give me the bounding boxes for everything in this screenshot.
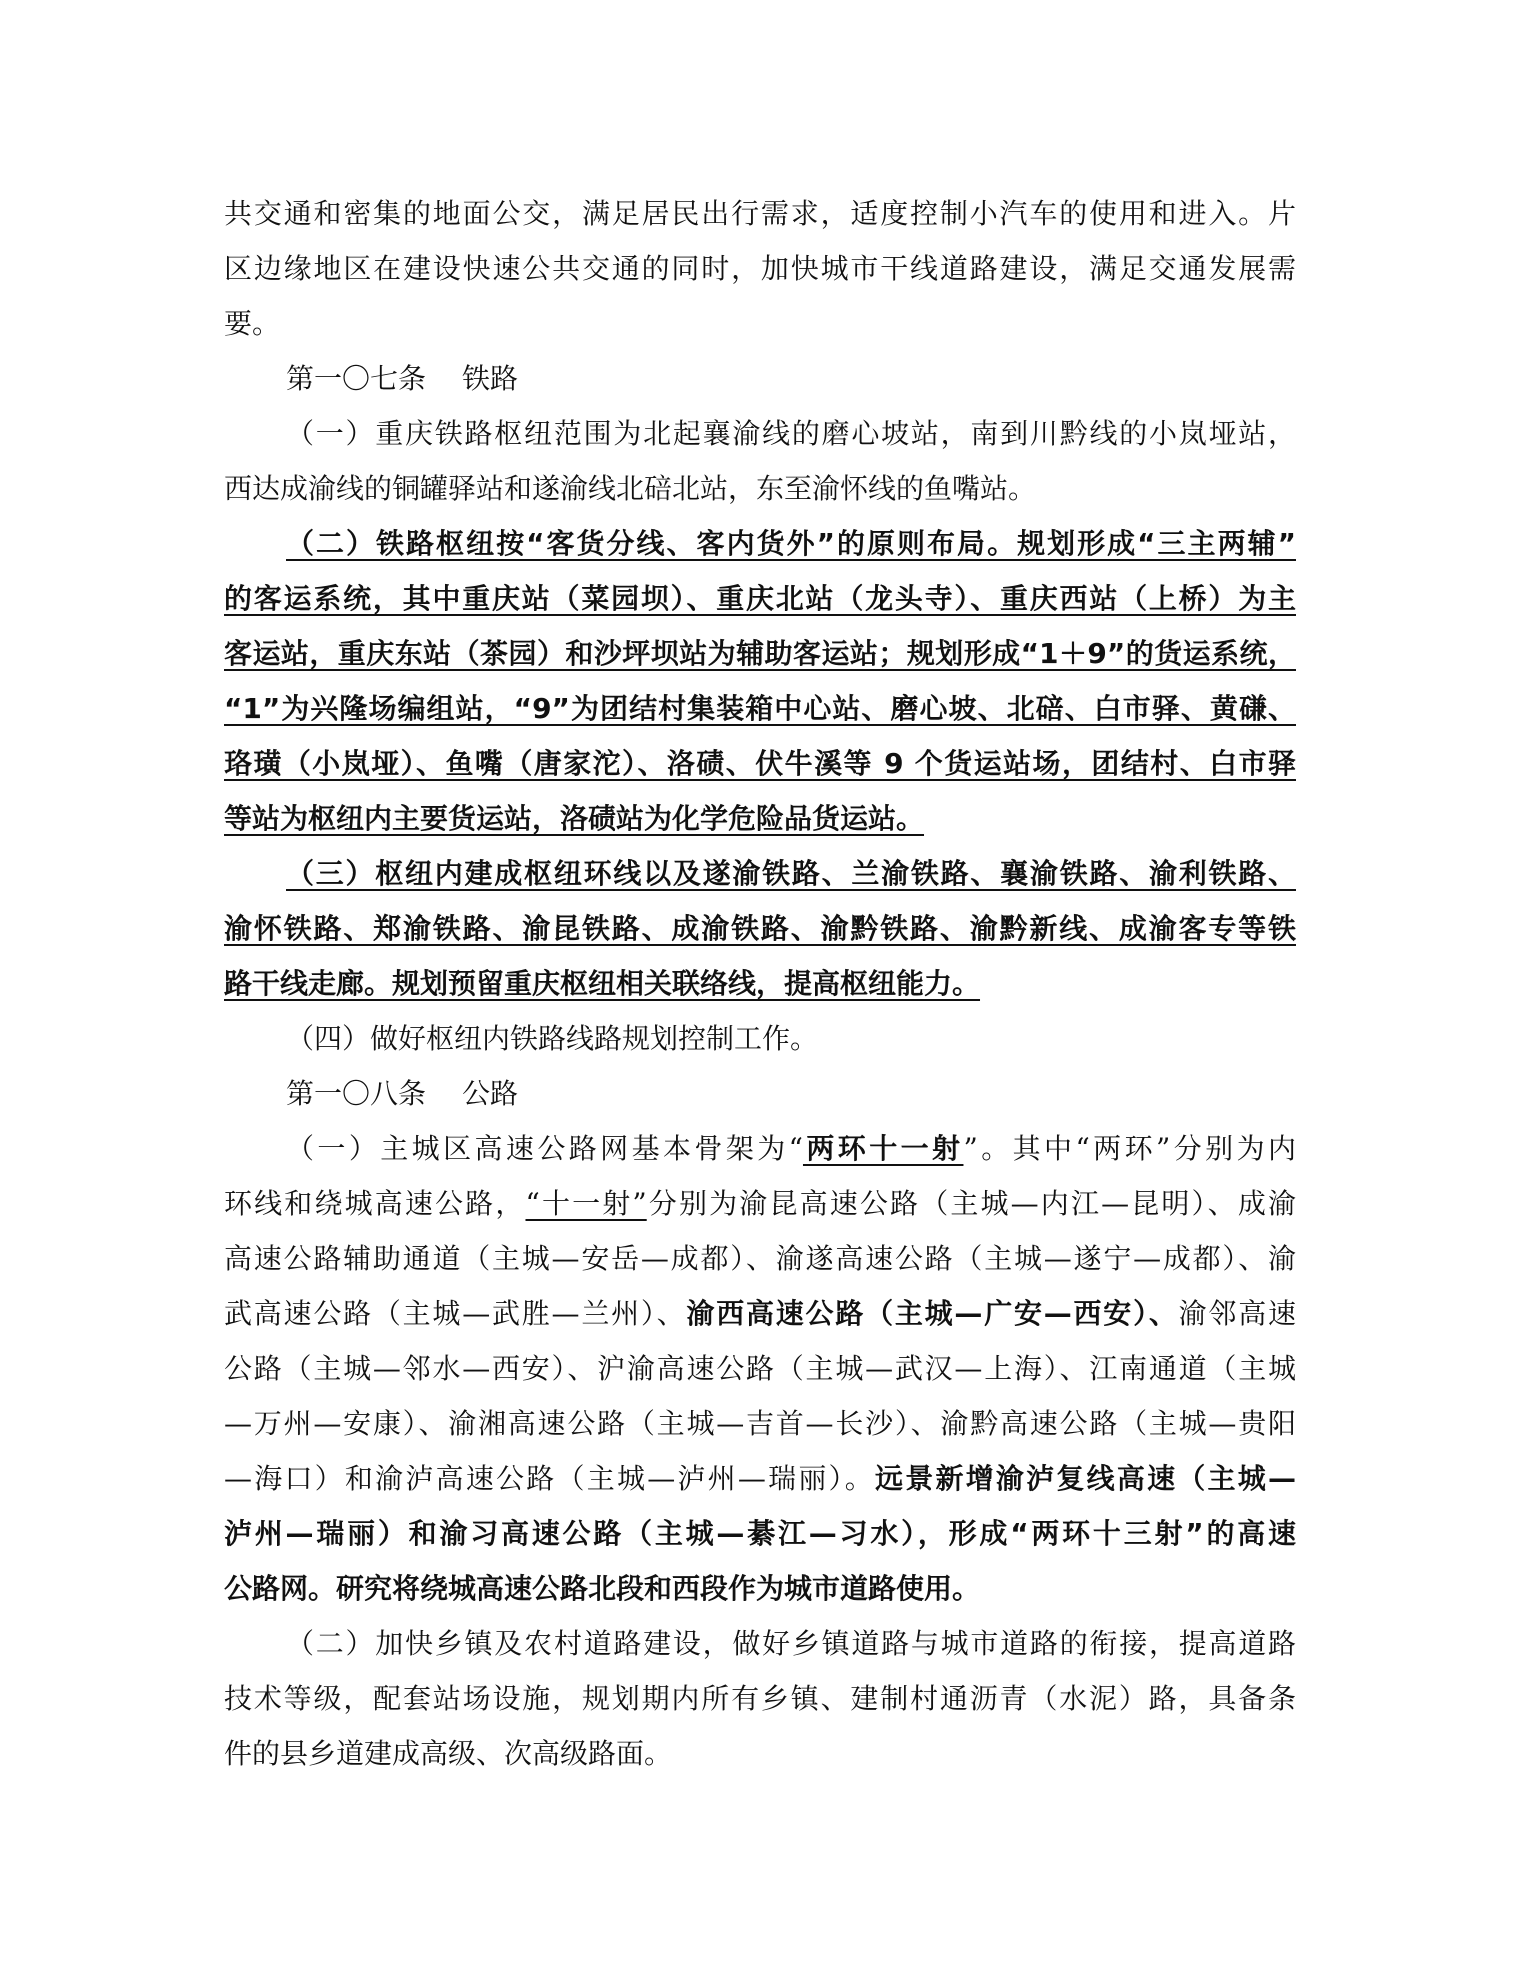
article-107-title: 铁路 (462, 362, 519, 395)
article-107-item2-line-6-text: 等站为枢纽内主要货运站，洛碛站为化学危险品货运站。 (224, 802, 925, 835)
bold-run: 渝西高速公路（主城—广安—西安）、 (686, 1297, 1179, 1330)
article-108-item1-line-5: 公路（主城—邻水—西安）、沪渝高速公路（主城—武汉—上海）、江南通道（主城 (224, 1352, 1296, 1385)
article-107-item2-line-4: “1”为兴隆场编组站，“9”为团结村集装箱中心站、磨心坡、北碚、白市驿、黄磏、 (224, 692, 1296, 725)
highlighted-term: 两环十一射 (802, 1132, 964, 1165)
text-run: 武高速公路（主城—武胜—兰州）、 (224, 1297, 687, 1330)
article-108-item1-line-1 (224, 1121, 1296, 1176)
bold-run: 远景新增渝泸复线高速（主城— (875, 1462, 1296, 1495)
article-108-item2-line-3: 件的县乡道建成高级、次高级路面。 (224, 1737, 673, 1770)
article-107-item1-line-1: （一）重庆铁路枢纽范围为北起襄渝线的磨心坡站，南到川黔线的小岚垭站， (286, 417, 1296, 450)
article-108-item1-line-3: 高速公路辅助通道（主城—安岳—成都）、渝遂高速公路（主城—遂宁—成都）、渝 (224, 1242, 1296, 1275)
article-107-item2-line-2: 的客运系统，其中重庆站（菜园坝）、重庆北站（龙头寺）、重庆西站（上桥）为主 (224, 582, 1296, 615)
intro-line-2: 区边缘地区在建设快速公共交通的同时，加快城市干线道路建设，满足交通发展需 (224, 252, 1296, 285)
article-107-item2-line-3: 客运站，重庆东站（茶园）和沙坪坝站为辅助客运站；规划形成“1＋9”的货运系统， (224, 637, 1296, 670)
article-107-item3-line-1: （三）枢纽内建成枢纽环线以及遂渝铁路、兰渝铁路、襄渝铁路、渝利铁路、 (286, 857, 1296, 890)
article-107-item3-line-3-text: 路干线走廊。规划预留重庆枢纽相关联络线，提高枢纽能力。 (224, 967, 981, 1000)
article-108-item1-line-2 (224, 1176, 1296, 1231)
article-108-item1-line-4 (224, 1286, 1296, 1341)
intro-line-1: 共交通和密集的地面公交，满足居民出行需求，适度控制小汽车的使用和进入。片 (224, 197, 1296, 230)
article-108-item2-line-2: 技术等级，配套站场设施，规划期内所有乡镇、建制村通沥青（水泥）路，具备条 (224, 1682, 1296, 1715)
article-108-item1-line-9: 公路网。研究将绕城高速公路北段和西段作为城市道路使用。 (224, 1572, 981, 1605)
article-107-heading (224, 351, 1296, 406)
article-108-item1-line-8: 泸州—瑞丽）和渝习高速公路（主城—綦江—习水），形成“两环十三射”的高速 (224, 1517, 1296, 1550)
article-107-item4-line-1: （四）做好枢纽内铁路线路规划控制工作。 (286, 1022, 819, 1055)
text-run: 渝邻高速 (1178, 1297, 1296, 1330)
article-108-title: 公路 (462, 1077, 519, 1110)
article-107-item3-line-2: 渝怀铁路、郑渝铁路、渝昆铁路、成渝铁路、渝黔铁路、渝黔新线、成渝客专等铁 (224, 912, 1296, 945)
article-107-item2-line-1: （二）铁路枢纽按“客货分线、客内货外”的原则布局。规划形成“三主两辅” (286, 527, 1296, 560)
article-107-item2-line-6 (224, 791, 1296, 846)
article-107-item3-line-3 (224, 956, 1296, 1011)
text-run: —海口）和渝泸高速公路（主城—泸州—瑞丽）。 (224, 1462, 876, 1495)
article-108-item1-line-6: —万州—安康）、渝湘高速公路（主城—吉首—长沙）、渝黔高速公路（主城—贵阳 (224, 1407, 1296, 1440)
text-run: 分别为渝昆高速公路（主城—内江—昆明）、成渝 (646, 1187, 1296, 1220)
article-108-item1-line-7 (224, 1451, 1296, 1506)
document-body (224, 186, 1296, 1781)
text-run: （一）主城区高速公路网基本骨架为“ (286, 1132, 803, 1165)
text-run: ”。其中“两环”分别为内 (963, 1132, 1296, 1165)
intro-line-3: 要。 (224, 307, 281, 340)
highlighted-term: “十一射” (525, 1187, 647, 1220)
article-107-item1-line-2: 西达成渝线的铜罐驿站和遂渝线北碚北站，东至渝怀线的鱼嘴站。 (224, 472, 1037, 505)
text-run: 环线和绕城高速公路， (224, 1187, 526, 1220)
article-107-item2-line-5: 珞璜（小岚垭）、鱼嘴（唐家沱）、洛碛、伏牛溪等 9 个货运站场，团结村、白市驿 (224, 747, 1296, 780)
article-107-number: 第一〇七条 (286, 362, 427, 395)
article-108-number: 第一〇八条 (286, 1077, 427, 1110)
article-108-item2-line-1: （二）加快乡镇及农村道路建设，做好乡镇道路与城市道路的衔接，提高道路 (286, 1627, 1296, 1660)
article-108-heading (224, 1066, 1296, 1121)
